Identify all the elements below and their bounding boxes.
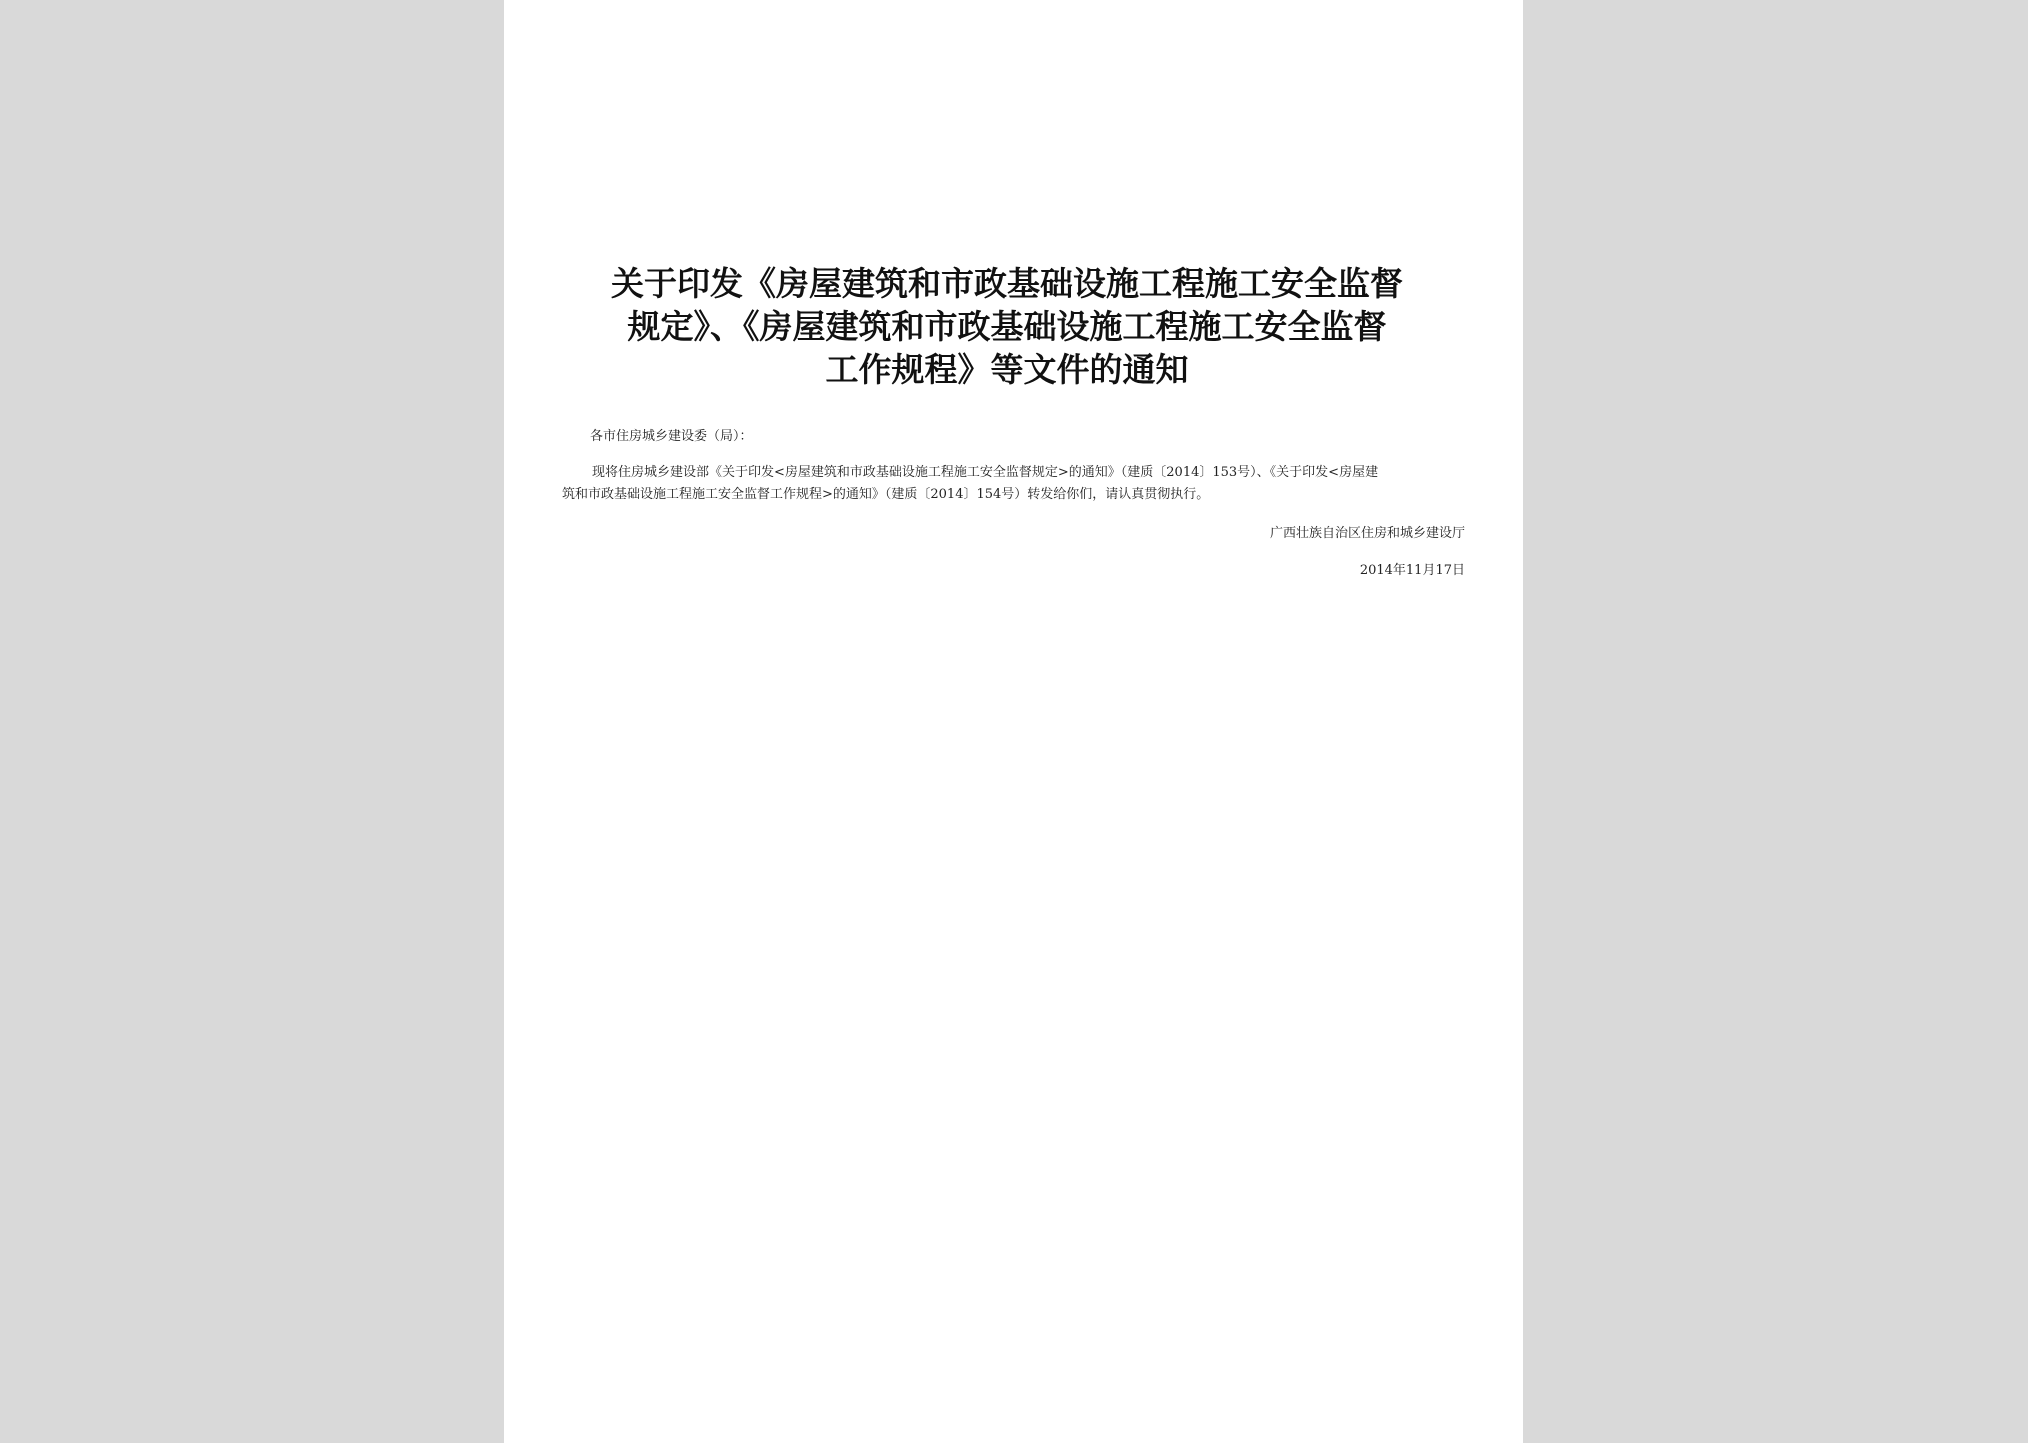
title-line: 规定》、《房屋建筑和市政基础设施工程施工安全监督: [627, 307, 1387, 346]
issue-date: 2014年11月17日: [1359, 563, 1465, 578]
document-title: [562, 262, 1452, 391]
paragraph-line: 筑和市政基础设施工程施工安全监督工作规程>的通知》（建质〔2014〕154号）转发给你们，请认真贯彻执行。: [562, 487, 1210, 502]
salutation: 各市住房城乡建设委（局）：: [590, 429, 753, 444]
title-line: 工作规程》等文件的通知: [825, 350, 1189, 389]
issuer-signature: 广西壮族自治区住房和城乡建设厅: [1269, 526, 1465, 541]
body-paragraph: [562, 462, 1462, 506]
document-page: [504, 0, 1523, 1443]
paragraph-line: 现将住房城乡建设部《关于印发<房屋建筑和市政基础设施工程施工安全监督规定>的通知》（建质〔2014〕153号）、《关于印发<房屋建: [592, 465, 1379, 480]
title-line: 关于印发《房屋建筑和市政基础设施工程施工安全监督: [611, 264, 1403, 303]
